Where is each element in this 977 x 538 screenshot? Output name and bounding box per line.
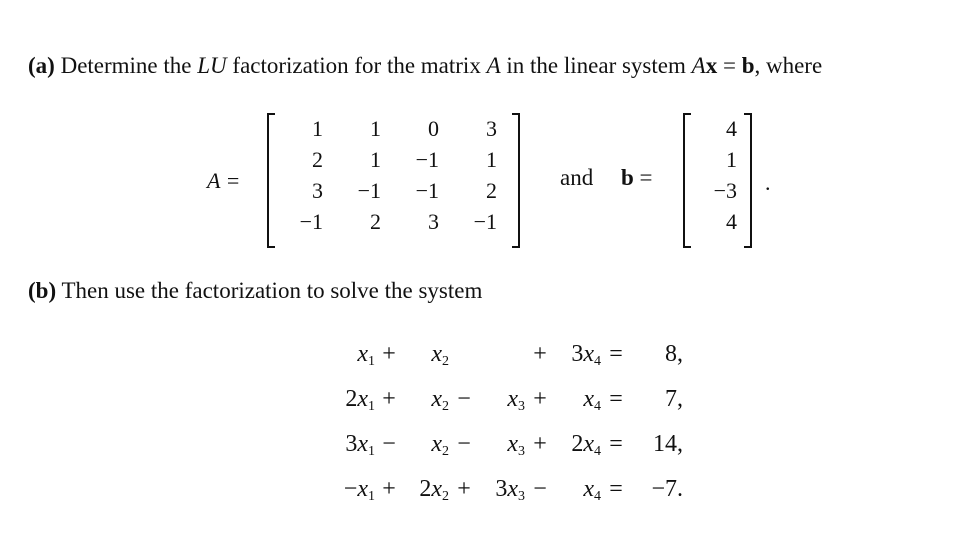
matrix-a-cell: 1 — [370, 116, 381, 141]
vector-b-right-bracket — [744, 113, 752, 248]
part-b-text: Then use the factorization to solve the system — [61, 278, 483, 303]
vector-b-label: b = — [621, 165, 653, 190]
part-a-text-1: Determine the — [60, 53, 192, 78]
matrix-a-cell: 1 — [486, 147, 497, 172]
matrix-a-cell: 3 — [428, 209, 439, 234]
eq2-term-x2: $x_2$ — [431, 386, 449, 414]
matrix-a-var: A — [486, 53, 501, 78]
eq3-term-x1: $3x_1$ — [345, 431, 375, 459]
eq2-term-x4: $x_4$ — [583, 386, 601, 414]
vector-b — [695, 118, 737, 233]
vector-b-period: . — [765, 170, 771, 195]
equation-system — [325, 342, 683, 504]
matrix-a-cell: 2 — [370, 209, 381, 234]
eq4-op: − — [533, 476, 547, 502]
matrix-a-cell: −1 — [357, 178, 381, 203]
part-a-text-4: , where — [754, 53, 823, 78]
matrix-a-cell: 3 — [312, 178, 323, 203]
eq1-term-x2: $x_2$ — [431, 341, 449, 369]
eq4-term-x1: $-x_1$ — [343, 476, 375, 504]
vector-b-cell: 1 — [726, 147, 737, 172]
matrix-a-cell: 2 — [312, 147, 323, 172]
matrix-a-cell: 1 — [370, 147, 381, 172]
eq3-op: − — [382, 431, 396, 457]
vector-b-cell: 4 — [726, 116, 737, 141]
eq3-equals: = — [609, 431, 623, 457]
eq2-op: + — [533, 386, 547, 412]
eq3-op: − — [457, 431, 471, 457]
eq1-op: + — [533, 341, 547, 367]
eq2-op: + — [382, 386, 396, 412]
part-b-statement — [28, 278, 482, 304]
vector-b-cell: −3 — [713, 178, 737, 203]
system-eq-A: A — [691, 53, 706, 78]
matrix-a — [285, 118, 497, 233]
eq3-rhs: 14, — [653, 431, 683, 457]
matrix-a-cell: −1 — [299, 209, 323, 234]
eq1-rhs: 8, — [665, 341, 683, 367]
eq1-op: + — [382, 341, 396, 367]
matrix-a-right-bracket — [512, 113, 520, 248]
eq4-term-x4: $x_4$ — [583, 476, 601, 504]
matrix-a-cell: 2 — [486, 178, 497, 203]
system-eq-b: b — [741, 53, 755, 78]
eq4-rhs: −7. — [651, 476, 683, 502]
matrix-a-label: A = — [207, 168, 241, 193]
eq3-term-x2: $x_2$ — [431, 431, 449, 459]
matrix-a-cell: 1 — [312, 116, 323, 141]
eq1-term-x4: $3x_4$ — [571, 341, 601, 369]
matrix-a-cell: 0 — [428, 116, 439, 141]
eq1-term-x1: $x_1$ — [357, 341, 375, 369]
eq2-term-x3: $x_3$ — [507, 386, 525, 414]
part-b-label: (b) — [28, 278, 57, 303]
matrix-a-left-bracket — [267, 113, 275, 248]
part-a-text-3: in the linear system — [506, 53, 686, 78]
part-a-statement — [28, 53, 822, 79]
system-eq-equals: = — [722, 53, 736, 78]
matrix-a-cell: 3 — [486, 116, 497, 141]
eq1-equals: = — [609, 341, 623, 367]
and-text: and — [560, 165, 594, 190]
eq4-op: + — [457, 476, 471, 502]
eq2-rhs: 7, — [665, 386, 683, 412]
vector-b-left-bracket — [683, 113, 691, 248]
eq4-term-x2: $2x_2$ — [419, 476, 449, 504]
system-eq-x: x — [705, 53, 718, 78]
vector-b-cell: 4 — [726, 209, 737, 234]
eq4-equals: = — [609, 476, 623, 502]
part-a-text-2: factorization for the matrix — [232, 53, 481, 78]
eq2-op: − — [457, 386, 471, 412]
matrix-a-cell: −1 — [415, 178, 439, 203]
eq2-equals: = — [609, 386, 623, 412]
matrix-a-cell: −1 — [415, 147, 439, 172]
system-equation — [692, 53, 755, 78]
eq2-term-x1: $2x_1$ — [345, 386, 375, 414]
eq4-term-x3: $3x_3$ — [495, 476, 525, 504]
eq3-op: + — [533, 431, 547, 457]
matrix-a-cell: −1 — [473, 209, 497, 234]
part-a-label: (a) — [28, 53, 55, 78]
lu-term: LU — [197, 53, 227, 78]
eq3-term-x3: $x_3$ — [507, 431, 525, 459]
eq4-op: + — [382, 476, 396, 502]
eq3-term-x4: $2x_4$ — [571, 431, 601, 459]
